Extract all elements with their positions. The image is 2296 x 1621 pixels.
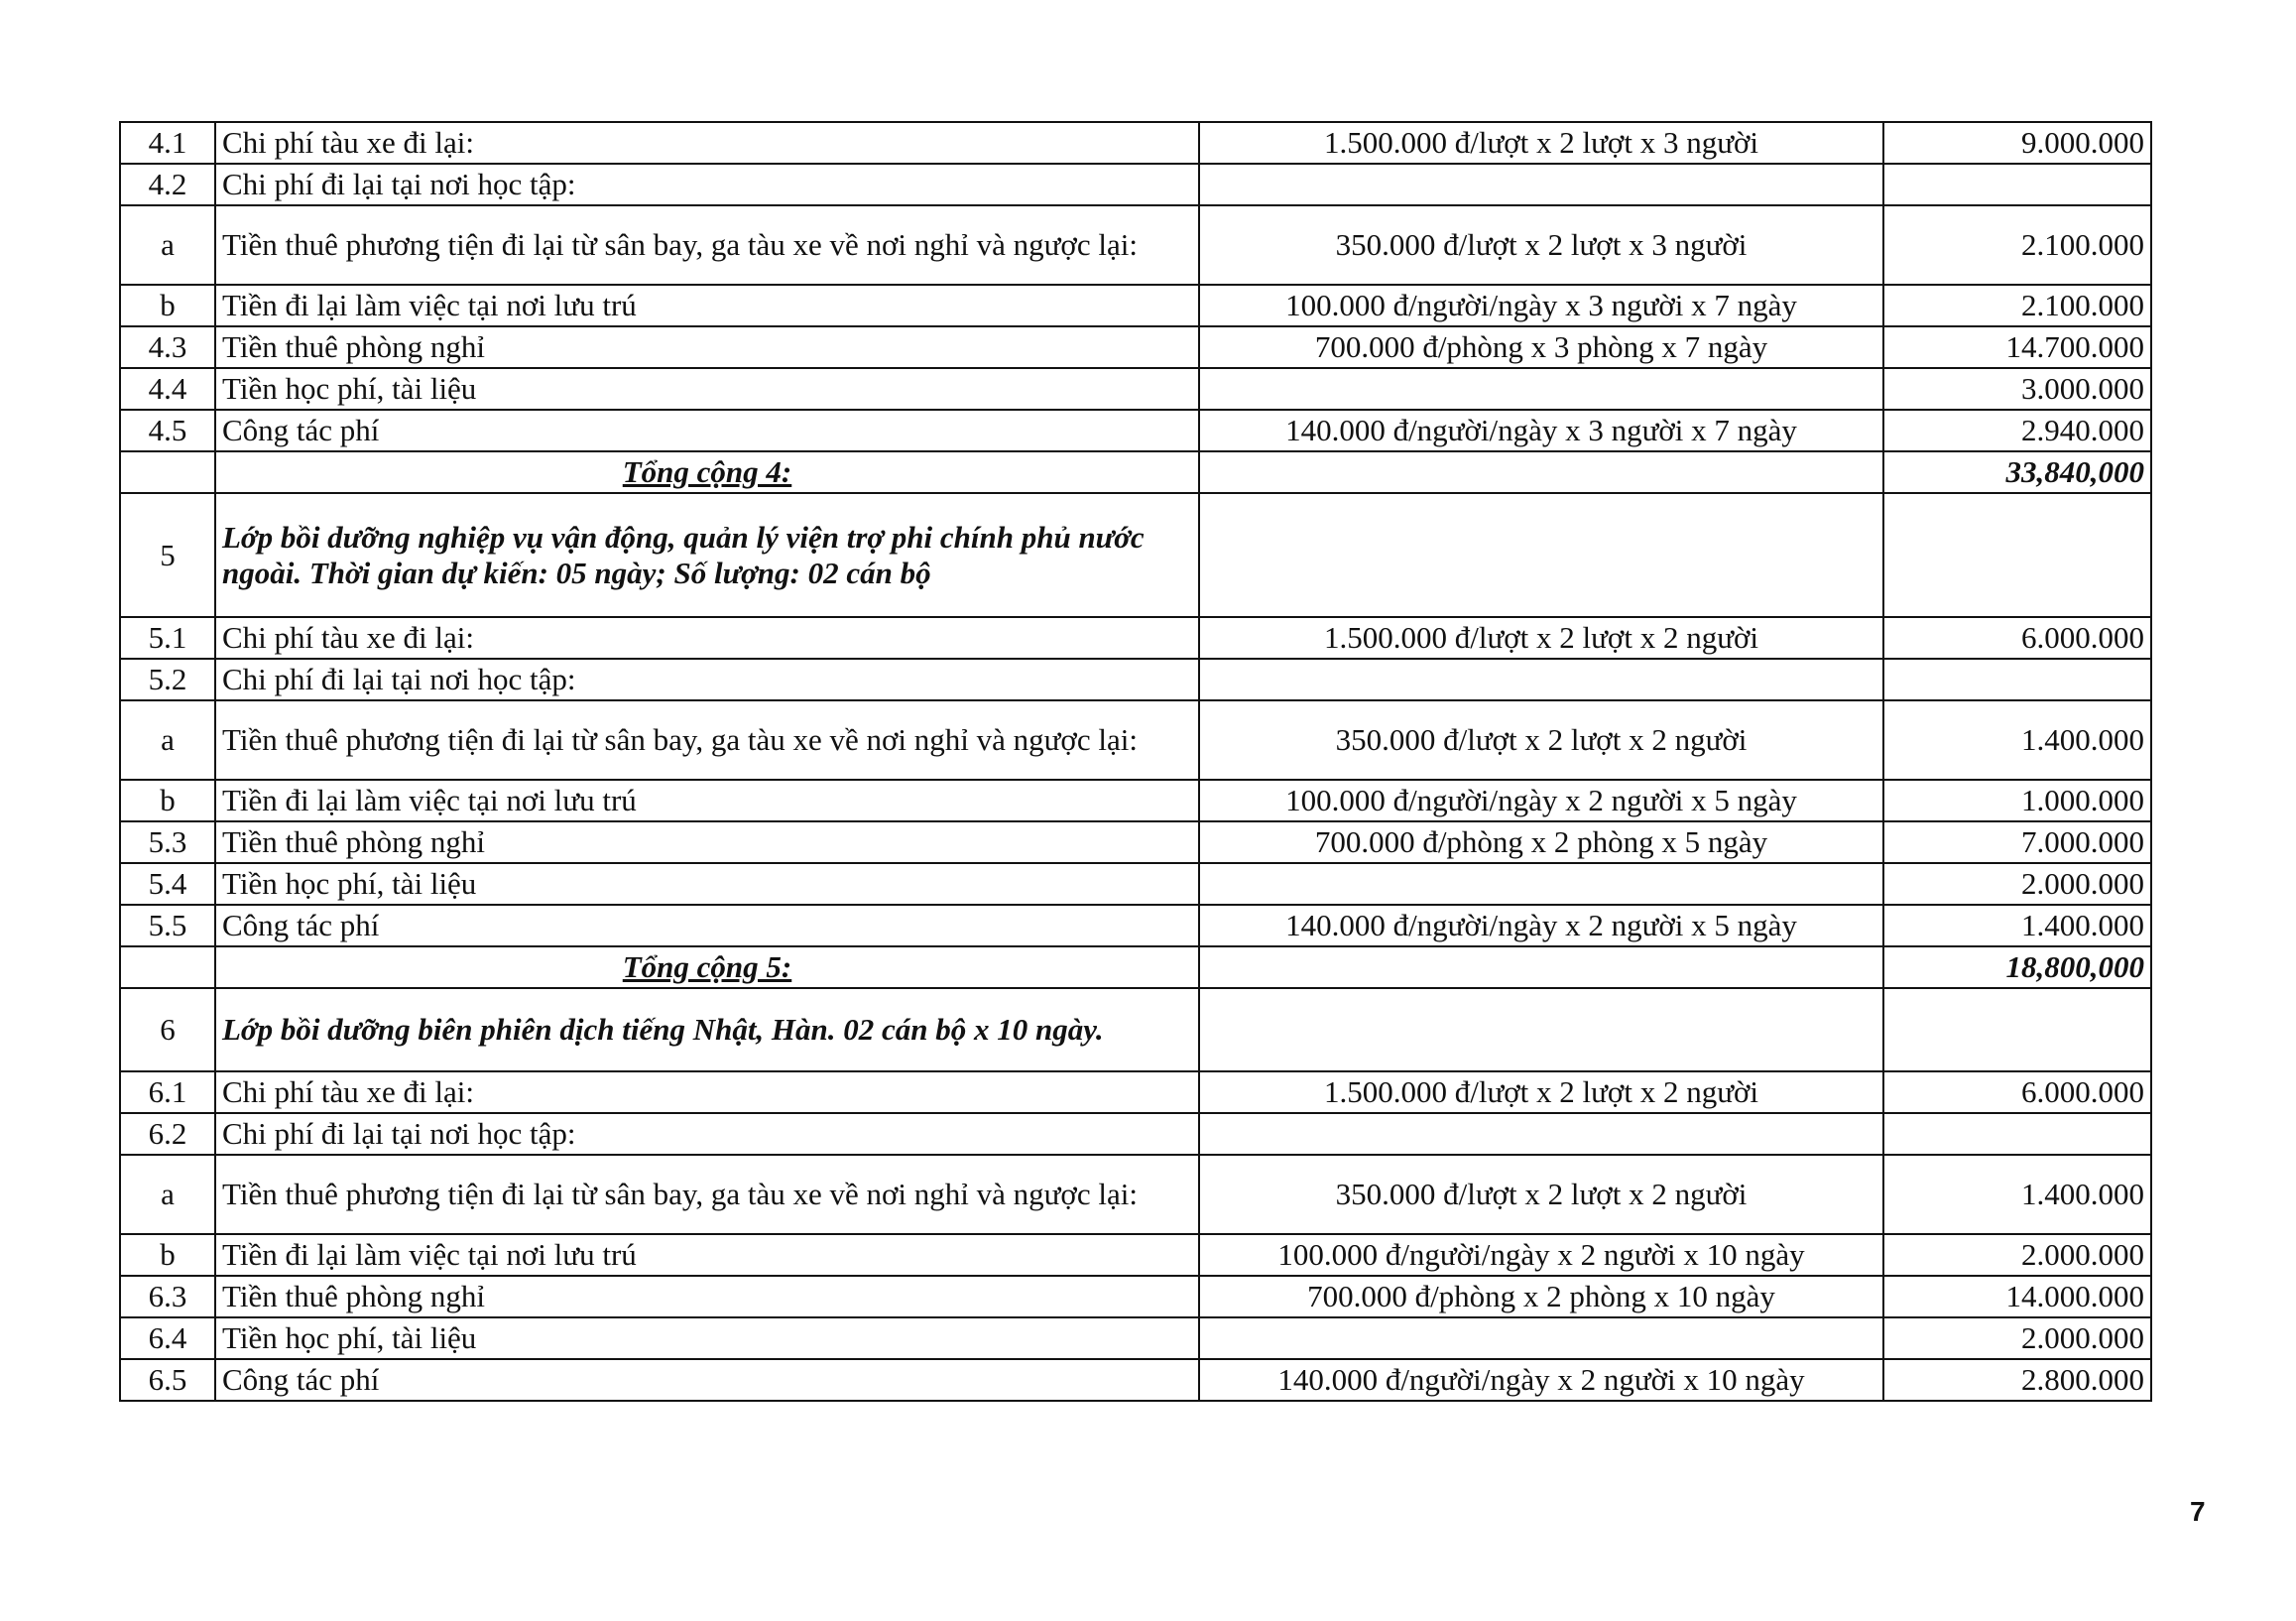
item-number: 4.1 [120, 122, 215, 164]
item-description: Tiền học phí, tài liệu [215, 1317, 1199, 1359]
item-description: Công tác phí [215, 1359, 1199, 1401]
section-title: Lớp bồi dưỡng biên phiên dịch tiếng Nhật, Hàn. 02 cán bộ x 10 ngày. [215, 988, 1199, 1071]
table-row [120, 1071, 2151, 1113]
item-number: 6.1 [120, 1071, 215, 1113]
item-formula [1199, 1113, 1883, 1155]
item-formula: 1.500.000 đ/lượt x 2 lượt x 3 người [1199, 122, 1883, 164]
item-amount [1883, 1113, 2151, 1155]
item-amount: 1.400.000 [1883, 700, 2151, 780]
item-description: Chi phí đi lại tại nơi học tập: [215, 164, 1199, 205]
item-description: Chi phí đi lại tại nơi học tập: [215, 659, 1199, 700]
item-formula [1199, 493, 1883, 617]
table-row [120, 164, 2151, 205]
section-row [120, 493, 2151, 617]
item-formula: 140.000 đ/người/ngày x 2 người x 10 ngày [1199, 1359, 1883, 1401]
item-number: 4.5 [120, 410, 215, 451]
item-number: b [120, 1234, 215, 1276]
item-formula [1199, 451, 1883, 493]
item-formula [1199, 863, 1883, 905]
item-formula [1199, 164, 1883, 205]
table-row [120, 1155, 2151, 1234]
table-row [120, 1113, 2151, 1155]
section-row [120, 988, 2151, 1071]
item-amount: 2.940.000 [1883, 410, 2151, 451]
item-description: Tiền học phí, tài liệu [215, 368, 1199, 410]
item-description: Tiền đi lại làm việc tại nơi lưu trú [215, 1234, 1199, 1276]
total-amount: 18,800,000 [1883, 946, 2151, 988]
table-row [120, 1276, 2151, 1317]
section-title: Lớp bồi dưỡng nghiệp vụ vận động, quản lý viện trợ phi chính phủ nước ngoài. Thời gian dự kiến: 05 ngày; Số lượng: 02 cán bộ [215, 493, 1199, 617]
item-formula: 100.000 đ/người/ngày x 2 người x 5 ngày [1199, 780, 1883, 821]
item-amount [1883, 164, 2151, 205]
item-number: 4.4 [120, 368, 215, 410]
item-amount: 1.400.000 [1883, 1155, 2151, 1234]
item-number: 5.4 [120, 863, 215, 905]
item-amount: 2.800.000 [1883, 1359, 2151, 1401]
table-row [120, 905, 2151, 946]
table-row [120, 285, 2151, 326]
item-description: Công tác phí [215, 410, 1199, 451]
item-formula: 350.000 đ/lượt x 2 lượt x 2 người [1199, 700, 1883, 780]
table-row [120, 1317, 2151, 1359]
table-row [120, 659, 2151, 700]
item-description: Tiền đi lại làm việc tại nơi lưu trú [215, 285, 1199, 326]
table-row [120, 368, 2151, 410]
item-amount [1883, 493, 2151, 617]
table-row [120, 821, 2151, 863]
item-description: Chi phí đi lại tại nơi học tập: [215, 1113, 1199, 1155]
table-row [120, 780, 2151, 821]
table-row [120, 410, 2151, 451]
total-label: Tổng cộng 5: [215, 946, 1199, 988]
item-number: a [120, 700, 215, 780]
item-amount: 2.000.000 [1883, 1317, 2151, 1359]
item-number: 5.1 [120, 617, 215, 659]
item-number: 5.5 [120, 905, 215, 946]
item-formula: 1.500.000 đ/lượt x 2 lượt x 2 người [1199, 617, 1883, 659]
item-formula: 350.000 đ/lượt x 2 lượt x 3 người [1199, 205, 1883, 285]
item-amount: 1.000.000 [1883, 780, 2151, 821]
item-amount: 2.000.000 [1883, 863, 2151, 905]
total-row [120, 451, 2151, 493]
item-number: b [120, 780, 215, 821]
table-row [120, 1234, 2151, 1276]
item-description: Chi phí tàu xe đi lại: [215, 617, 1199, 659]
item-formula: 700.000 đ/phòng x 3 phòng x 7 ngày [1199, 326, 1883, 368]
item-formula [1199, 946, 1883, 988]
table-row [120, 326, 2151, 368]
item-number: a [120, 1155, 215, 1234]
item-description: Tiền thuê phương tiện đi lại từ sân bay, ga tàu xe về nơi nghỉ và ngược lại: [215, 700, 1199, 780]
item-number [120, 946, 215, 988]
item-description: Tiền học phí, tài liệu [215, 863, 1199, 905]
budget-table [119, 121, 2152, 1402]
item-number: 4.3 [120, 326, 215, 368]
item-formula: 100.000 đ/người/ngày x 3 người x 7 ngày [1199, 285, 1883, 326]
total-amount: 33,840,000 [1883, 451, 2151, 493]
item-number: 5.3 [120, 821, 215, 863]
item-description: Tiền thuê phương tiện đi lại từ sân bay, ga tàu xe về nơi nghỉ và ngược lại: [215, 205, 1199, 285]
item-description: Chi phí tàu xe đi lại: [215, 122, 1199, 164]
item-number: 6.3 [120, 1276, 215, 1317]
table-row [120, 1359, 2151, 1401]
item-formula [1199, 1317, 1883, 1359]
item-amount: 9.000.000 [1883, 122, 2151, 164]
item-number: a [120, 205, 215, 285]
item-amount: 2.100.000 [1883, 285, 2151, 326]
item-number: 4.2 [120, 164, 215, 205]
table-row [120, 617, 2151, 659]
total-label: Tổng cộng 4: [215, 451, 1199, 493]
item-amount: 2.000.000 [1883, 1234, 2151, 1276]
page-number: 7 [2190, 1496, 2206, 1527]
item-amount: 3.000.000 [1883, 368, 2151, 410]
item-amount: 7.000.000 [1883, 821, 2151, 863]
item-formula: 350.000 đ/lượt x 2 lượt x 2 người [1199, 1155, 1883, 1234]
item-formula: 140.000 đ/người/ngày x 3 người x 7 ngày [1199, 410, 1883, 451]
table-row [120, 700, 2151, 780]
item-formula [1199, 368, 1883, 410]
item-number: 6.4 [120, 1317, 215, 1359]
table-row [120, 122, 2151, 164]
item-description: Tiền thuê phương tiện đi lại từ sân bay, ga tàu xe về nơi nghỉ và ngược lại: [215, 1155, 1199, 1234]
section-number: 5 [120, 493, 215, 617]
section-number: 6 [120, 988, 215, 1071]
item-formula [1199, 659, 1883, 700]
item-description: Tiền thuê phòng nghỉ [215, 821, 1199, 863]
item-description: Chi phí tàu xe đi lại: [215, 1071, 1199, 1113]
item-formula [1199, 988, 1883, 1071]
item-number: b [120, 285, 215, 326]
item-amount: 1.400.000 [1883, 905, 2151, 946]
item-formula: 1.500.000 đ/lượt x 2 lượt x 2 người [1199, 1071, 1883, 1113]
item-amount: 6.000.000 [1883, 1071, 2151, 1113]
item-description: Tiền đi lại làm việc tại nơi lưu trú [215, 780, 1199, 821]
item-amount [1883, 988, 2151, 1071]
item-number [120, 451, 215, 493]
item-formula: 140.000 đ/người/ngày x 2 người x 5 ngày [1199, 905, 1883, 946]
item-amount: 2.100.000 [1883, 205, 2151, 285]
table-row [120, 205, 2151, 285]
total-row [120, 946, 2151, 988]
item-amount [1883, 659, 2151, 700]
item-amount: 14.000.000 [1883, 1276, 2151, 1317]
item-formula: 100.000 đ/người/ngày x 2 người x 10 ngày [1199, 1234, 1883, 1276]
item-amount: 14.700.000 [1883, 326, 2151, 368]
item-description: Tiền thuê phòng nghỉ [215, 1276, 1199, 1317]
item-amount: 6.000.000 [1883, 617, 2151, 659]
item-number: 6.5 [120, 1359, 215, 1401]
item-description: Công tác phí [215, 905, 1199, 946]
item-description: Tiền thuê phòng nghỉ [215, 326, 1199, 368]
table-row [120, 863, 2151, 905]
item-number: 6.2 [120, 1113, 215, 1155]
item-formula: 700.000 đ/phòng x 2 phòng x 5 ngày [1199, 821, 1883, 863]
item-number: 5.2 [120, 659, 215, 700]
item-formula: 700.000 đ/phòng x 2 phòng x 10 ngày [1199, 1276, 1883, 1317]
